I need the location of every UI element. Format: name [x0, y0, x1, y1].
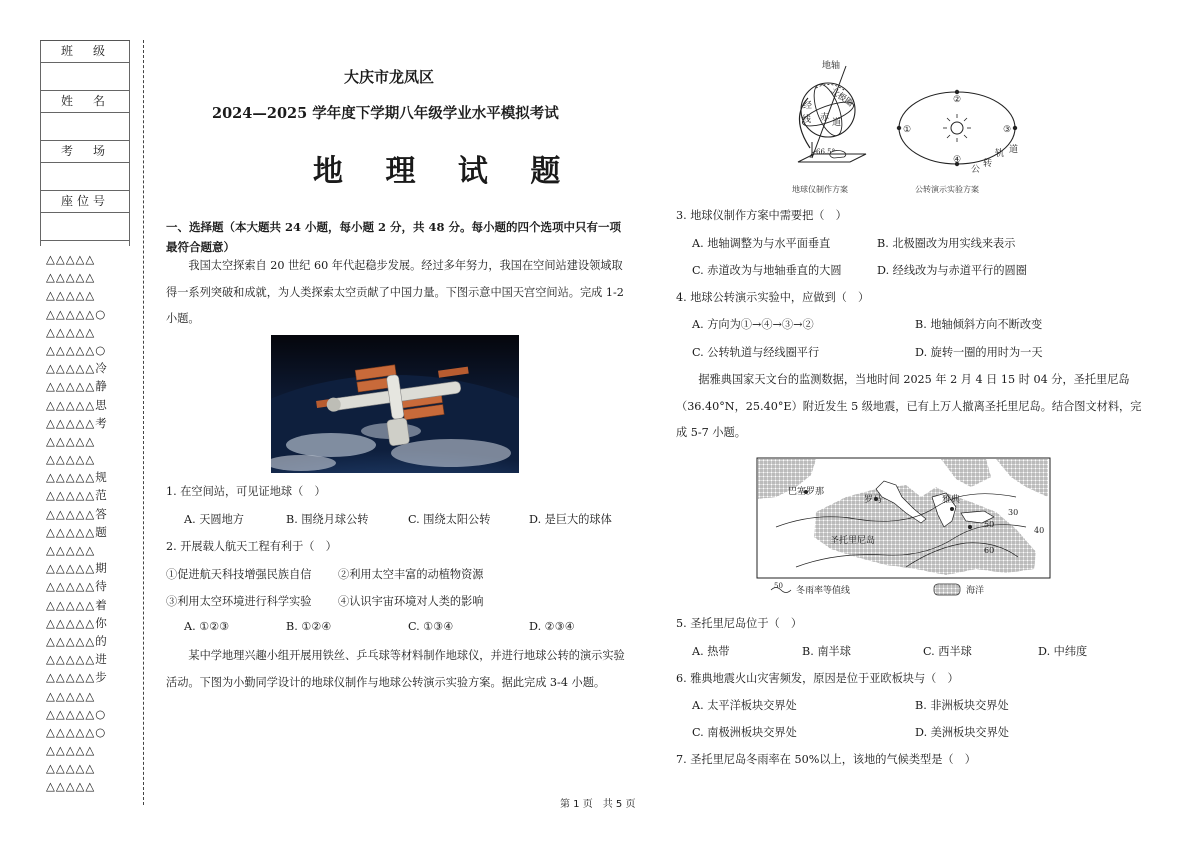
seal-line-row: △△△△△题	[46, 524, 108, 539]
seal-line-row: △△△△△○	[46, 724, 107, 739]
q6-option-b[interactable]: B. 非洲板块交界处	[915, 699, 1009, 712]
q6-option-d[interactable]: D. 美洲板块交界处	[915, 726, 1009, 739]
equator-label-2: 道	[832, 118, 842, 128]
q4-option-d[interactable]: D. 旋转一圈的用时为一天	[915, 346, 1043, 359]
q7-stem: 7. 圣托里尼岛冬雨率在 50%以上，该地的气候类型是（ ）	[676, 753, 976, 766]
name-field[interactable]	[40, 113, 130, 141]
intro-q1-2: 我国太空探索自 20 世纪 60 年代起稳步发展。经过多年努力，我国在空间站建设领域取得一系列突破和成就，为人类探索太空贡献了中国力量。下图示意中国天宫空间站。完成 1-2 小题。	[166, 259, 624, 325]
seal-line-row: △△△△△你	[46, 615, 108, 630]
orbit-demo-figure	[895, 78, 1025, 198]
seal-line-row: △△△△△期	[46, 561, 108, 576]
globe-caption: 地球仪制作方案	[792, 185, 848, 194]
space-station-photo	[271, 335, 519, 473]
seal-line-row: △△△△△	[46, 543, 96, 557]
q4-option-a[interactable]: A. 方向为①→④→③→②	[692, 318, 814, 331]
seal-line-row: △△△△△考	[46, 415, 108, 430]
q1-option-d[interactable]: D. 是巨大的球体	[529, 513, 612, 526]
seal-line-row: △△△△△	[46, 779, 96, 794]
seal-line-row: △△△△△的	[46, 633, 108, 648]
seal-line-row: △△△△△	[46, 743, 96, 758]
q2-option-a[interactable]: A. ①②③	[184, 620, 230, 633]
meridian-label: 经	[803, 101, 813, 111]
q5-stem: 5. 圣托里尼岛位于（ ）	[676, 617, 803, 630]
q6-option-c[interactable]: C. 南极洲板块交界处	[692, 726, 797, 739]
seal-line-row: △△△△△答	[46, 506, 108, 521]
intro-q5-7: 据雅典国家天文台的监测数据，当地时间 2025 年 2 月 4 日 15 时 04 分，圣托里尼岛（36.40°N，25.40°E）附近发生 5 级地震，已有上万人撤离圣托里尼岛。结合图文材料，完成 5-7 小题。	[676, 373, 1142, 439]
seal-line-row: △△△△△	[46, 288, 96, 303]
q2-option-c[interactable]: C. ①③④	[408, 620, 454, 633]
q5-option-c[interactable]: C. 西半球	[923, 645, 972, 658]
seal-line-row: △△△△△步	[46, 670, 108, 685]
seal-line-row: △△△△△	[46, 433, 96, 448]
orbit-label-2: 转	[983, 159, 993, 169]
q1-option-a[interactable]: A. 天圆地方	[184, 513, 244, 526]
isoline-30: 30	[1008, 508, 1019, 517]
label-athens: 雅典	[942, 495, 961, 505]
q1-option-c[interactable]: C. 围绕太阳公转	[408, 513, 491, 526]
seal-dashed-line	[143, 40, 144, 805]
seat-label: 座位号	[40, 191, 130, 213]
seal-line-row: △△△△△	[46, 270, 96, 285]
isoline-60: 60	[984, 546, 995, 555]
q2-statement-4: ④认识宇宙环境对人类的影响	[338, 595, 484, 608]
q5-option-d[interactable]: D. 中纬度	[1038, 645, 1088, 658]
seal-line-row: △△△△△进	[46, 652, 108, 667]
orbit-point-2: ②	[953, 95, 962, 105]
q3-option-c[interactable]: C. 赤道改为与地轴垂直的大圆	[692, 264, 842, 277]
seat-field[interactable]	[40, 213, 130, 241]
seal-line-row: △△△△△冷	[46, 361, 108, 376]
room-label: 考 场	[40, 141, 130, 163]
q5-option-b[interactable]: B. 南半球	[802, 645, 851, 658]
q6-stem: 6. 雅典地震火山灾害频发，原因是位于亚欧板块与（ ）	[676, 672, 959, 685]
meridian-label-2: 线	[802, 115, 812, 125]
seal-line-row: △△△△△着	[46, 597, 108, 612]
class-field[interactable]	[40, 63, 130, 91]
seal-line-row: △△△△△○	[46, 306, 107, 321]
subject-title: 地 理 试 题	[313, 154, 577, 189]
tilt-angle-label: 66.5°	[816, 148, 836, 156]
isoline-40: 40	[1034, 526, 1045, 535]
q2-statement-2: ②利用太空丰富的动植物资源	[338, 568, 484, 581]
seal-line-row: △△△△△静	[46, 379, 108, 394]
page-footer: 第 1 页 共 5 页	[560, 799, 636, 810]
mediterranean-map	[756, 457, 1051, 602]
legend-isoline-text: 冬雨率等值线	[796, 586, 851, 596]
q3-option-a[interactable]: A. 地轴调整为与水平面垂直	[692, 237, 831, 250]
label-santorini: 圣托里尼岛	[830, 536, 876, 546]
q4-stem: 4. 地球公转演示实验中，应做到（ ）	[676, 291, 870, 304]
q3-option-b[interactable]: B. 北极圈改为用实线来表示	[877, 237, 1016, 250]
q2-option-d[interactable]: D. ②③④	[529, 620, 575, 633]
globe-making-figure	[780, 58, 880, 198]
district-title: 大庆市龙凤区	[344, 68, 435, 86]
q2-option-b[interactable]: B. ①②④	[286, 620, 332, 633]
orbit-point-3: ③	[1003, 125, 1012, 135]
name-label: 姓 名	[40, 91, 130, 113]
seal-line-row: △△△△△规	[46, 470, 108, 485]
seal-line-row: △△△△△	[46, 252, 96, 266]
q2-statement-1: ①促进航天科技增强民族自信	[166, 568, 312, 581]
orbit-label-3: 轨	[995, 149, 1005, 159]
equator-label-1: 赤	[820, 113, 830, 123]
q5-option-a[interactable]: A. 热带	[692, 645, 730, 658]
orbit-label-1: 公	[971, 165, 981, 175]
q3-option-d[interactable]: D. 经线改为与赤道平行的圆圈	[877, 264, 1027, 277]
legend-line-value: 50	[774, 582, 783, 590]
seal-line-column	[46, 250, 126, 796]
seal-line-row: △△△△△思	[46, 397, 108, 412]
q1-stem: 1. 在空间站，可见证地球（ ）	[166, 485, 326, 498]
q4-option-b[interactable]: B. 地轴倾斜方向不断改变	[915, 318, 1043, 331]
exam-title: 2024—2025 学年度下学期八年级学业水平模拟考试	[212, 105, 559, 122]
orbit-point-4: ④	[953, 155, 962, 165]
label-rome: 罗马	[864, 495, 883, 505]
room-field[interactable]	[40, 163, 130, 191]
q1-option-b[interactable]: B. 围绕月球公转	[286, 513, 369, 526]
orbit-label-4: 道	[1009, 145, 1019, 155]
seal-line-row: △△△△△	[46, 761, 96, 776]
seal-line-row: △△△△△	[46, 688, 96, 703]
student-info-table	[40, 40, 130, 241]
orbit-point-1: ①	[903, 125, 912, 135]
arctic-circle-label: 北极圈	[828, 86, 855, 110]
q6-option-a[interactable]: A. 太平洋板块交界处	[692, 699, 797, 712]
seal-line-row: △△△△△	[46, 452, 96, 467]
legend-sea-text: 海洋	[966, 586, 985, 596]
label-barcelona: 巴塞罗那	[788, 487, 825, 497]
q3-stem: 3. 地球仪制作方案中需要把（ ）	[676, 209, 847, 222]
seal-line-row: △△△△△○	[46, 342, 107, 357]
seal-line-row: △△△△△待	[46, 579, 108, 594]
seal-line-row: △△△△△范	[46, 488, 108, 503]
isoline-50: 50	[984, 520, 995, 529]
q2-statement-3: ③利用太空环境进行科学实验	[166, 595, 312, 608]
section-heading: 一、选择题（本大题共 24 小题，每小题 2 分，共 48 分。每小题的四个选项中只有一项最符合题意）	[166, 220, 622, 254]
class-label: 班 级	[40, 41, 130, 63]
q2-stem: 2. 开展载人航天工程有利于（ ）	[166, 540, 337, 553]
seal-line-row: △△△△△○	[46, 706, 107, 721]
seal-line-row: △△△△△	[46, 324, 96, 339]
intro-q3-4: 某中学地理兴趣小组开展用铁丝、乒乓球等材料制作地球仪，并进行地球公转的演示实验活动。下图为小勤同学设计的地球仪制作与地球公转演示实验方案。据此完成 3-4 小题。	[166, 649, 625, 689]
orbit-caption: 公转演示实验方案	[915, 185, 979, 194]
q4-option-c[interactable]: C. 公转轨道与经线圈平行	[692, 346, 820, 359]
axis-label: 地轴	[822, 61, 841, 71]
